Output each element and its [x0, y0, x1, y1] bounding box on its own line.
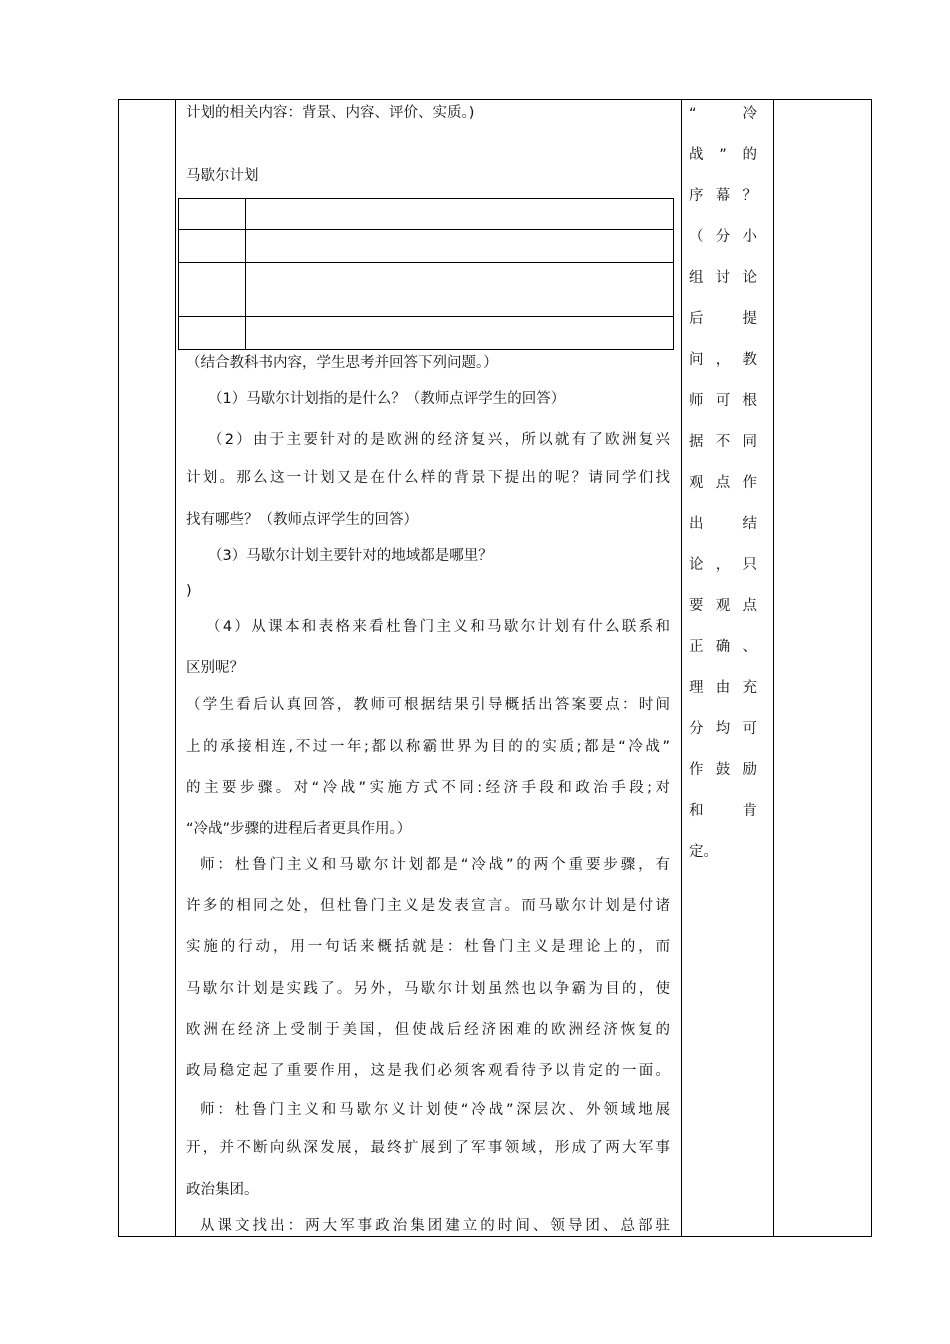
note-line: 问，教	[689, 352, 757, 368]
teacher-remark: 欧洲在经济上受制于美国，但使战后经济困难的欧洲经济恢复的	[186, 1022, 670, 1038]
text-line: 找有哪些？（教师点评学生的回答）	[186, 512, 418, 528]
answer-text: （学生看后认真回答，教师可根据结果引导概括出答案要点：时间	[186, 697, 670, 713]
note-line: “冷	[689, 106, 757, 122]
teacher-remark: 政治集团。	[186, 1182, 259, 1198]
teacher-remark: 许多的相同之处，但杜鲁门主义是发表宣言。而马歇尔计划是付诸	[186, 898, 670, 914]
question-3: （3）马歇尔计划主要针对的地域都是哪里？	[208, 548, 493, 564]
table-row-divider	[179, 316, 673, 317]
note-line: 作鼓励	[689, 762, 757, 778]
teacher-remark: 开，并不断向纵深发展，最终扩展到了军事领域，形成了两大军事	[186, 1140, 670, 1156]
text-line: （结合教科书内容，学生思考并回答下列问题。）	[186, 355, 498, 371]
section-title: 马歇尔计划	[186, 168, 259, 184]
column-divider	[773, 100, 774, 1236]
note-line: 出结	[689, 516, 757, 532]
design-intent-column	[681, 100, 773, 1236]
question-4: （4）从课本和表格来看杜鲁门主义和马歇尔计划有什么联系和	[206, 619, 670, 635]
teacher-remark: 政局稳定起了重要作用，这是我们必须客观看待予以肯定的一面。	[186, 1063, 670, 1079]
text-line: 区别呢？	[186, 660, 244, 676]
note-line: 序幕？	[689, 188, 757, 204]
question-2: （2）由于主要针对的是欧洲的经济复兴，所以就有了欧洲复兴	[208, 432, 670, 448]
table-column-divider	[245, 199, 246, 349]
teacher-remark: 师：杜鲁门主义和马歇尔义计划使“冷战”深层次、外领域地展	[200, 1102, 670, 1118]
note-line: 观点作	[689, 475, 757, 491]
note-line: 和肯	[689, 803, 757, 819]
note-line: 师可根	[689, 393, 757, 409]
note-line: 要观点	[689, 598, 757, 614]
text-line: 计划。那么这一计划又是在什么样的背景下提出的呢？请同学们找	[186, 470, 670, 486]
note-line: （分小	[689, 229, 757, 245]
note-line: 组讨论	[689, 270, 757, 286]
answer-text: 上的承接相连,不过一年;都以称霸世界为目的的实质;都是“冷战”	[186, 739, 670, 755]
note-line: 论，只	[689, 557, 757, 573]
answer-text: 的主要步骤。对“冷战”实施方式不同:经济手段和政治手段;对	[186, 780, 670, 796]
table-row-divider	[179, 262, 673, 263]
note-line: 理由充	[689, 680, 757, 696]
answer-text: “冷战”步骤的进程后者更具作用。）	[186, 821, 412, 837]
task-text: 从课文找出：两大军事政治集团建立的时间、领导团、总部驻	[200, 1218, 670, 1234]
lesson-table	[118, 99, 872, 1237]
teacher-remark: 师：杜鲁门主义和马歇尔计划都是“冷战”的两个重要步骤，有	[200, 857, 670, 873]
teacher-remark: 实施的行动，用一句话来概括就是：杜鲁门主义是理论上的，而	[186, 939, 670, 955]
note-line: 定。	[689, 844, 718, 860]
note-line: 后提	[689, 311, 757, 327]
marshall-plan-table	[178, 198, 674, 350]
question-1: （1）马歇尔计划指的是什么？（教师点评学生的回答）	[208, 391, 566, 407]
teaching-process-column	[176, 100, 681, 1236]
note-line: 战”的	[689, 147, 757, 163]
note-line: 分均可	[689, 721, 757, 737]
note-line: 正确、	[689, 639, 757, 655]
text-line: 计划的相关内容：背景、内容、评价、实质。)	[186, 105, 475, 121]
teacher-remark: 马歇尔计划是实践了。另外，马歇尔计划虽然也以争霸为目的，使	[186, 981, 670, 997]
text-line: )	[186, 583, 192, 599]
table-row-divider	[179, 229, 673, 230]
note-line: 据不同	[689, 434, 757, 450]
